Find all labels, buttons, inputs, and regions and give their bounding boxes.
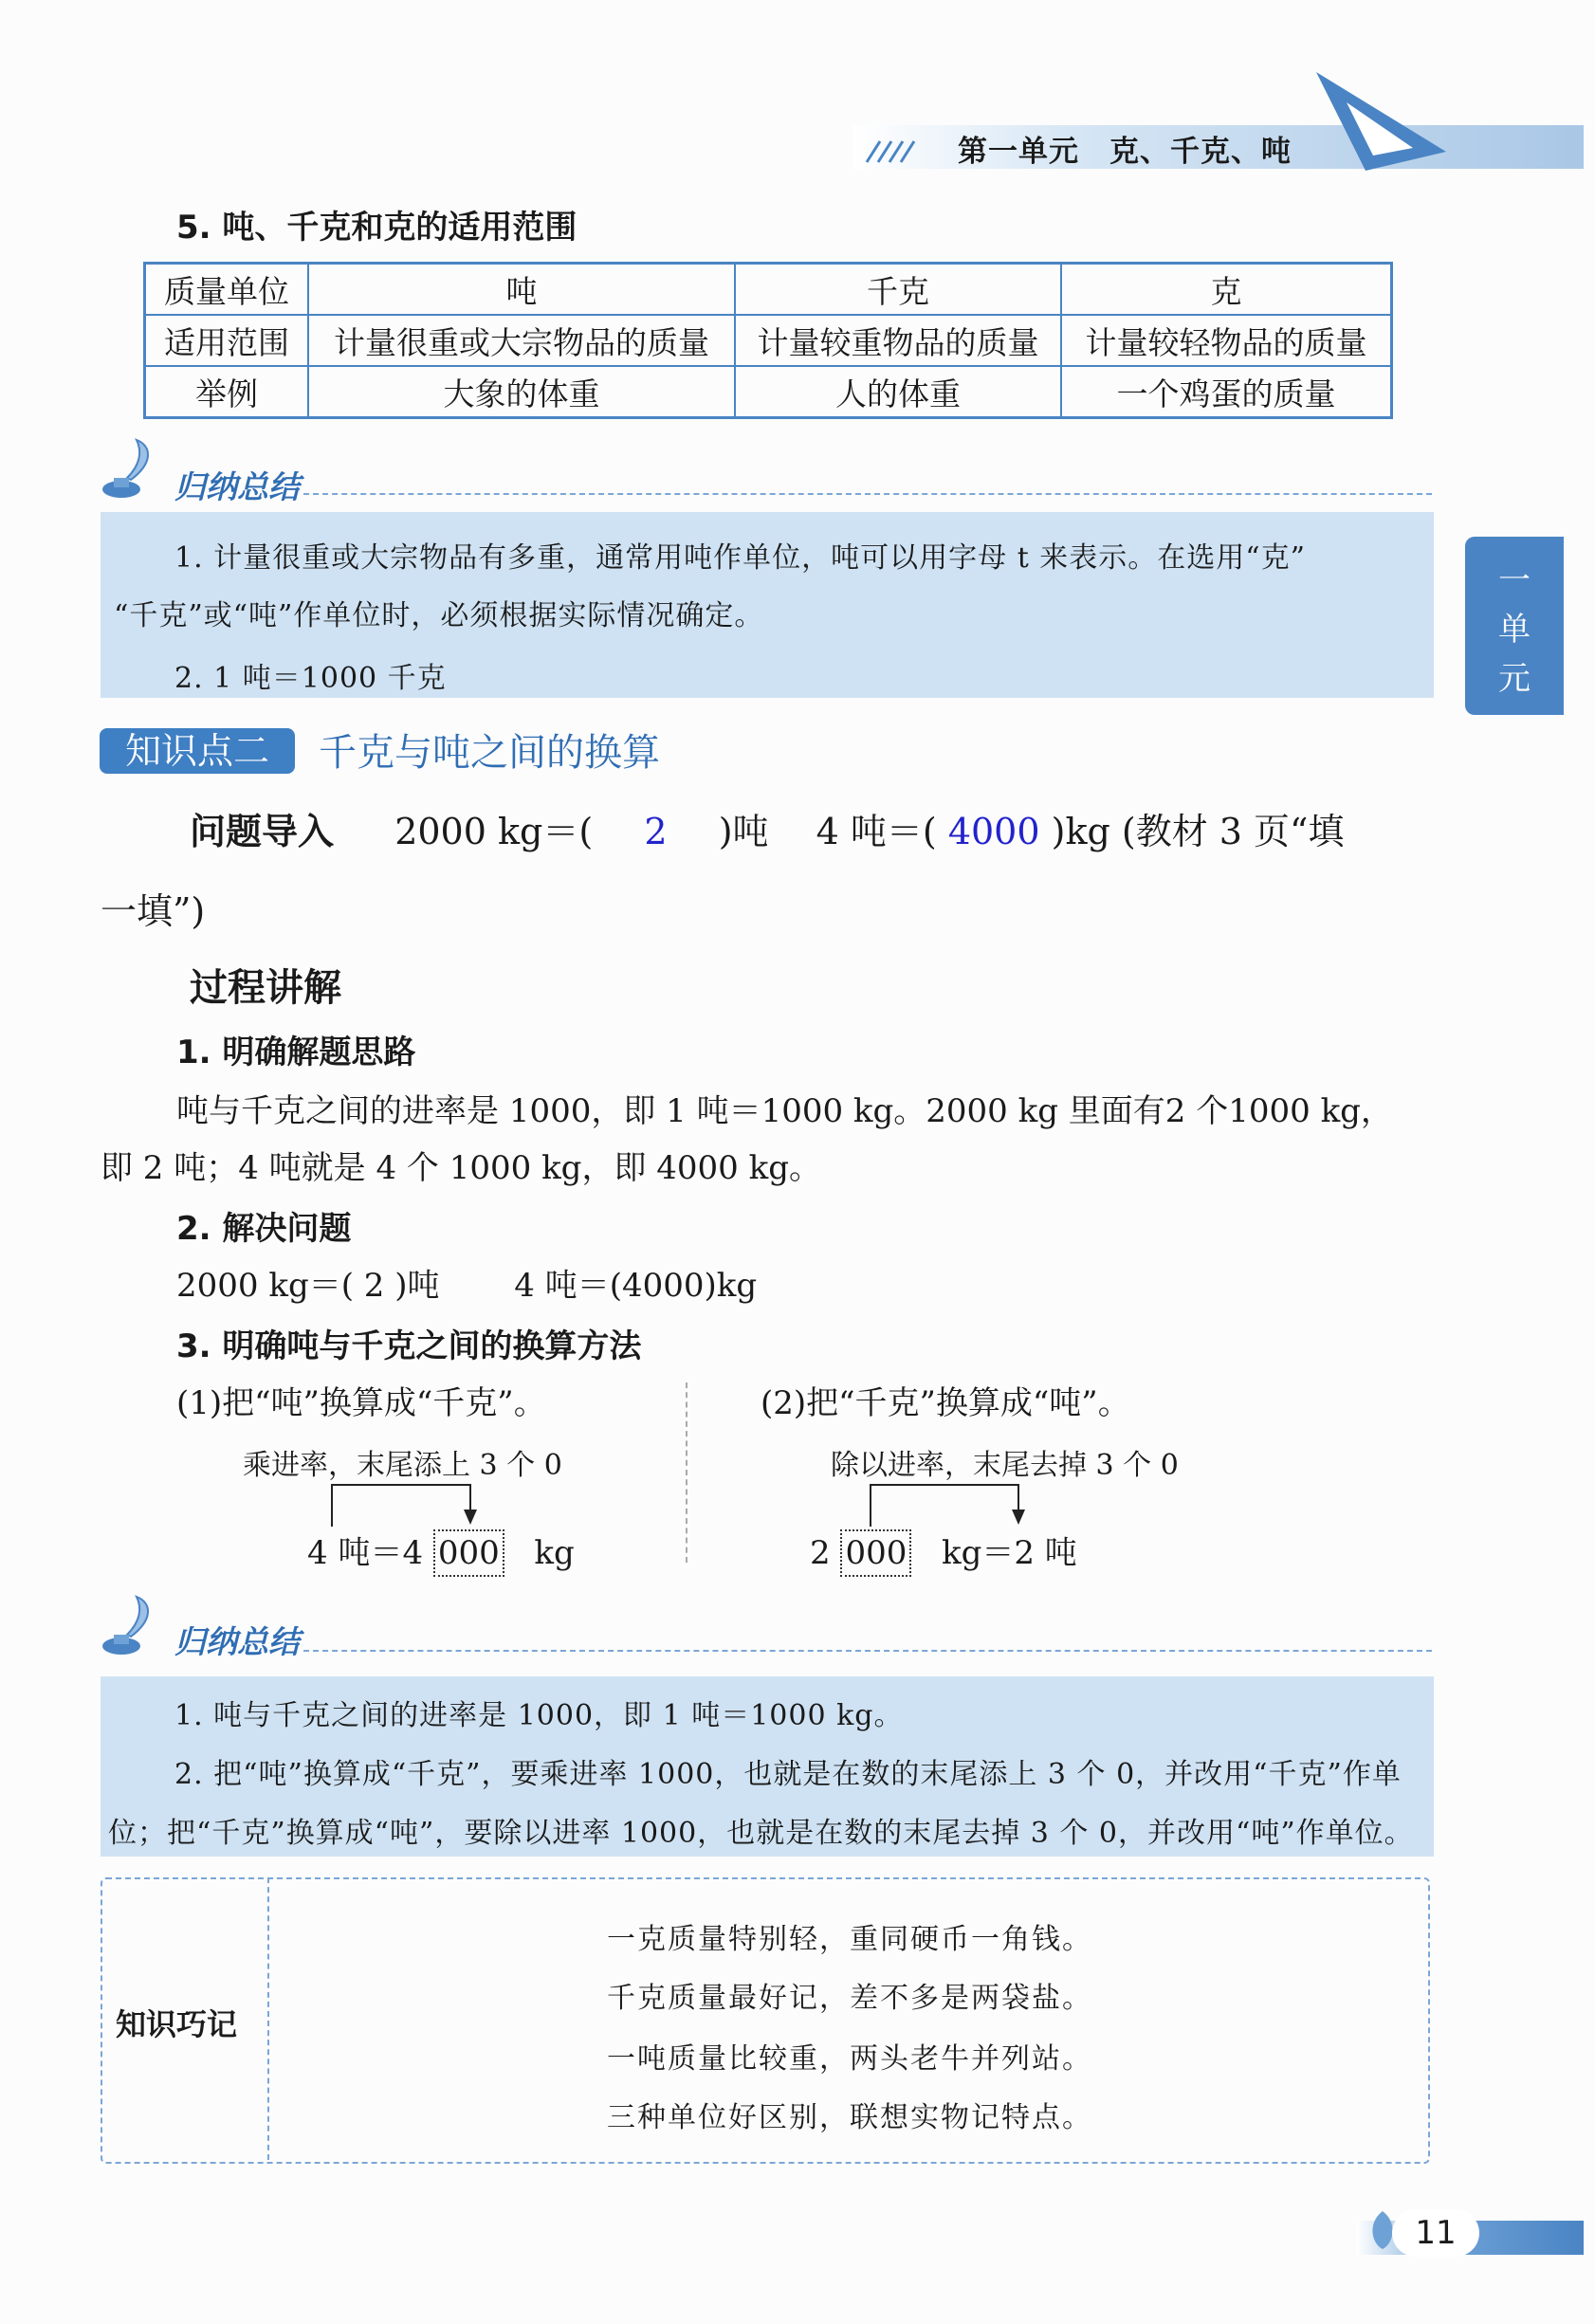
side-tab-char: 元 [1498, 660, 1531, 698]
page-number: 11 [1392, 2209, 1479, 2257]
intro-answer: 4000 [947, 811, 1040, 852]
table-row [145, 315, 1392, 366]
intro-line-2: 一填”) [101, 890, 206, 932]
table-cell: 质量单位 [145, 264, 309, 316]
arrow-bracket-icon [867, 1481, 1028, 1528]
intro-answer: 2 [644, 811, 668, 852]
knowledge-point-title: 千克与吨之间的换算 [319, 731, 660, 775]
knowledge-point-badge: 知识点二 [100, 728, 295, 774]
table-cell: 吨 [308, 264, 735, 316]
intro-text: )吨 4 吨＝( [718, 811, 937, 852]
method-rule-left: 乘进率，末尾添上 3 个 0 [243, 1449, 562, 1482]
memory-line: 千克质量最好记，差不多是两袋盐。 [607, 1982, 1092, 2015]
method-rule-right: 除以进率，末尾去掉 3 个 0 [831, 1449, 1179, 1482]
table-cell: 计量很重或大宗物品的质量 [308, 315, 735, 366]
intro-text: )kg (教材 3 页“填 [1051, 811, 1345, 852]
zeros-box: 000 [433, 1529, 504, 1577]
quill-ink-icon [99, 1593, 159, 1659]
summary-line: 2. 1 吨＝1000 千克 [174, 662, 447, 695]
table-cell: 大象的体重 [308, 366, 735, 418]
memory-divider [267, 1877, 269, 2160]
intro-label: 问题导入 [190, 811, 335, 852]
memory-line: 一吨质量比较重，两头老牛并列站。 [607, 2042, 1092, 2076]
method-eq-right [810, 1527, 1077, 1577]
process-title: 过程讲解 [190, 966, 341, 1010]
memory-line: 三种单位好区别，联想实物记特点。 [607, 2101, 1092, 2134]
table-row [145, 366, 1392, 418]
equation-text: 4 吨＝4 [307, 1534, 424, 1572]
table-cell: 举例 [145, 366, 309, 418]
step-text: 2000 kg＝( 2 )吨 4 吨＝(4000)kg [176, 1267, 758, 1305]
step-text: 吨与千克之间的进率是 1000，即 1 吨＝1000 kg。2000 kg 里面有2 个1000 kg， [176, 1092, 1393, 1130]
method-title-left: (1)把“吨”换算成“千克”。 [176, 1384, 546, 1422]
summary-line: 位；把“千克”换算成“吨”，要除以进率 1000，也就是在数的末尾去掉 3 个 0，并改用“吨”作单位。 [108, 1817, 1414, 1850]
arrow-bracket-icon [328, 1481, 489, 1528]
summary-title-rule [303, 1650, 1432, 1655]
table-cell: 适用范围 [145, 315, 309, 366]
intro-text: 2000 kg＝( [394, 811, 594, 852]
step-text: 即 2 吨；4 吨就是 4 个 1000 kg，即 4000 kg。 [101, 1149, 821, 1187]
table-cell: 千克 [735, 264, 1061, 316]
step-title: 2. 解决问题 [176, 1210, 352, 1248]
step-title: 3. 明确吨与千克之间的换算方法 [176, 1327, 642, 1365]
header-title: 第一单元 克、千克、吨 [958, 135, 1292, 169]
step-title: 1. 明确解题思路 [176, 1034, 416, 1071]
zeros-box: 000 [840, 1529, 911, 1577]
summary-line: 2. 把“吨”换算成“千克”，要乘进率 1000，也就是在数的末尾添上 3 个 0，并改用“千克”作单 [174, 1758, 1402, 1791]
triangle-ruler-icon [1309, 64, 1451, 178]
summary-title-rule [303, 493, 1432, 498]
equation-text: kg [534, 1534, 575, 1572]
summary-line: “千克”或“吨”作单位时，必须根据实际情况确定。 [114, 599, 764, 632]
summary-line: 1. 吨与千克之间的进率是 1000，即 1 吨＝1000 kg。 [174, 1699, 904, 1732]
quill-ink-icon [99, 436, 159, 503]
table-cell: 克 [1061, 264, 1392, 316]
unit-side-tab [1465, 537, 1564, 715]
summary-title: 归纳总结 [174, 468, 300, 505]
summary-line: 1. 计量很重或大宗物品有多重，通常用吨作单位，吨可以用字母 t 来表示。在选用“克” [174, 541, 1306, 575]
summary-title: 归纳总结 [174, 1623, 300, 1660]
header-slashes-icon [863, 137, 920, 164]
table-cell: 计量较重物品的质量 [735, 315, 1061, 366]
table-cell: 计量较轻物品的质量 [1061, 315, 1392, 366]
intro-line [190, 802, 1344, 854]
side-tab-char: 单 [1498, 611, 1531, 649]
table-cell: 一个鸡蛋的质量 [1061, 366, 1392, 418]
equation-text: kg＝2 吨 [941, 1534, 1077, 1572]
method-title-right: (2)把“千克”换算成“吨”。 [761, 1384, 1130, 1422]
table-cell: 人的体重 [735, 366, 1061, 418]
table-row [145, 264, 1392, 316]
side-tab-char: 一 [1498, 561, 1531, 599]
method-eq-left [307, 1527, 575, 1577]
memory-line: 一克质量特别轻，重同硬币一角钱。 [607, 1923, 1092, 1956]
unit-range-table [143, 262, 1393, 419]
column-divider [686, 1382, 688, 1563]
equation-text: 2 [810, 1534, 831, 1572]
memory-label: 知识巧记 [116, 2006, 238, 2042]
section-title: 5. 吨、千克和克的适用范围 [176, 209, 578, 247]
